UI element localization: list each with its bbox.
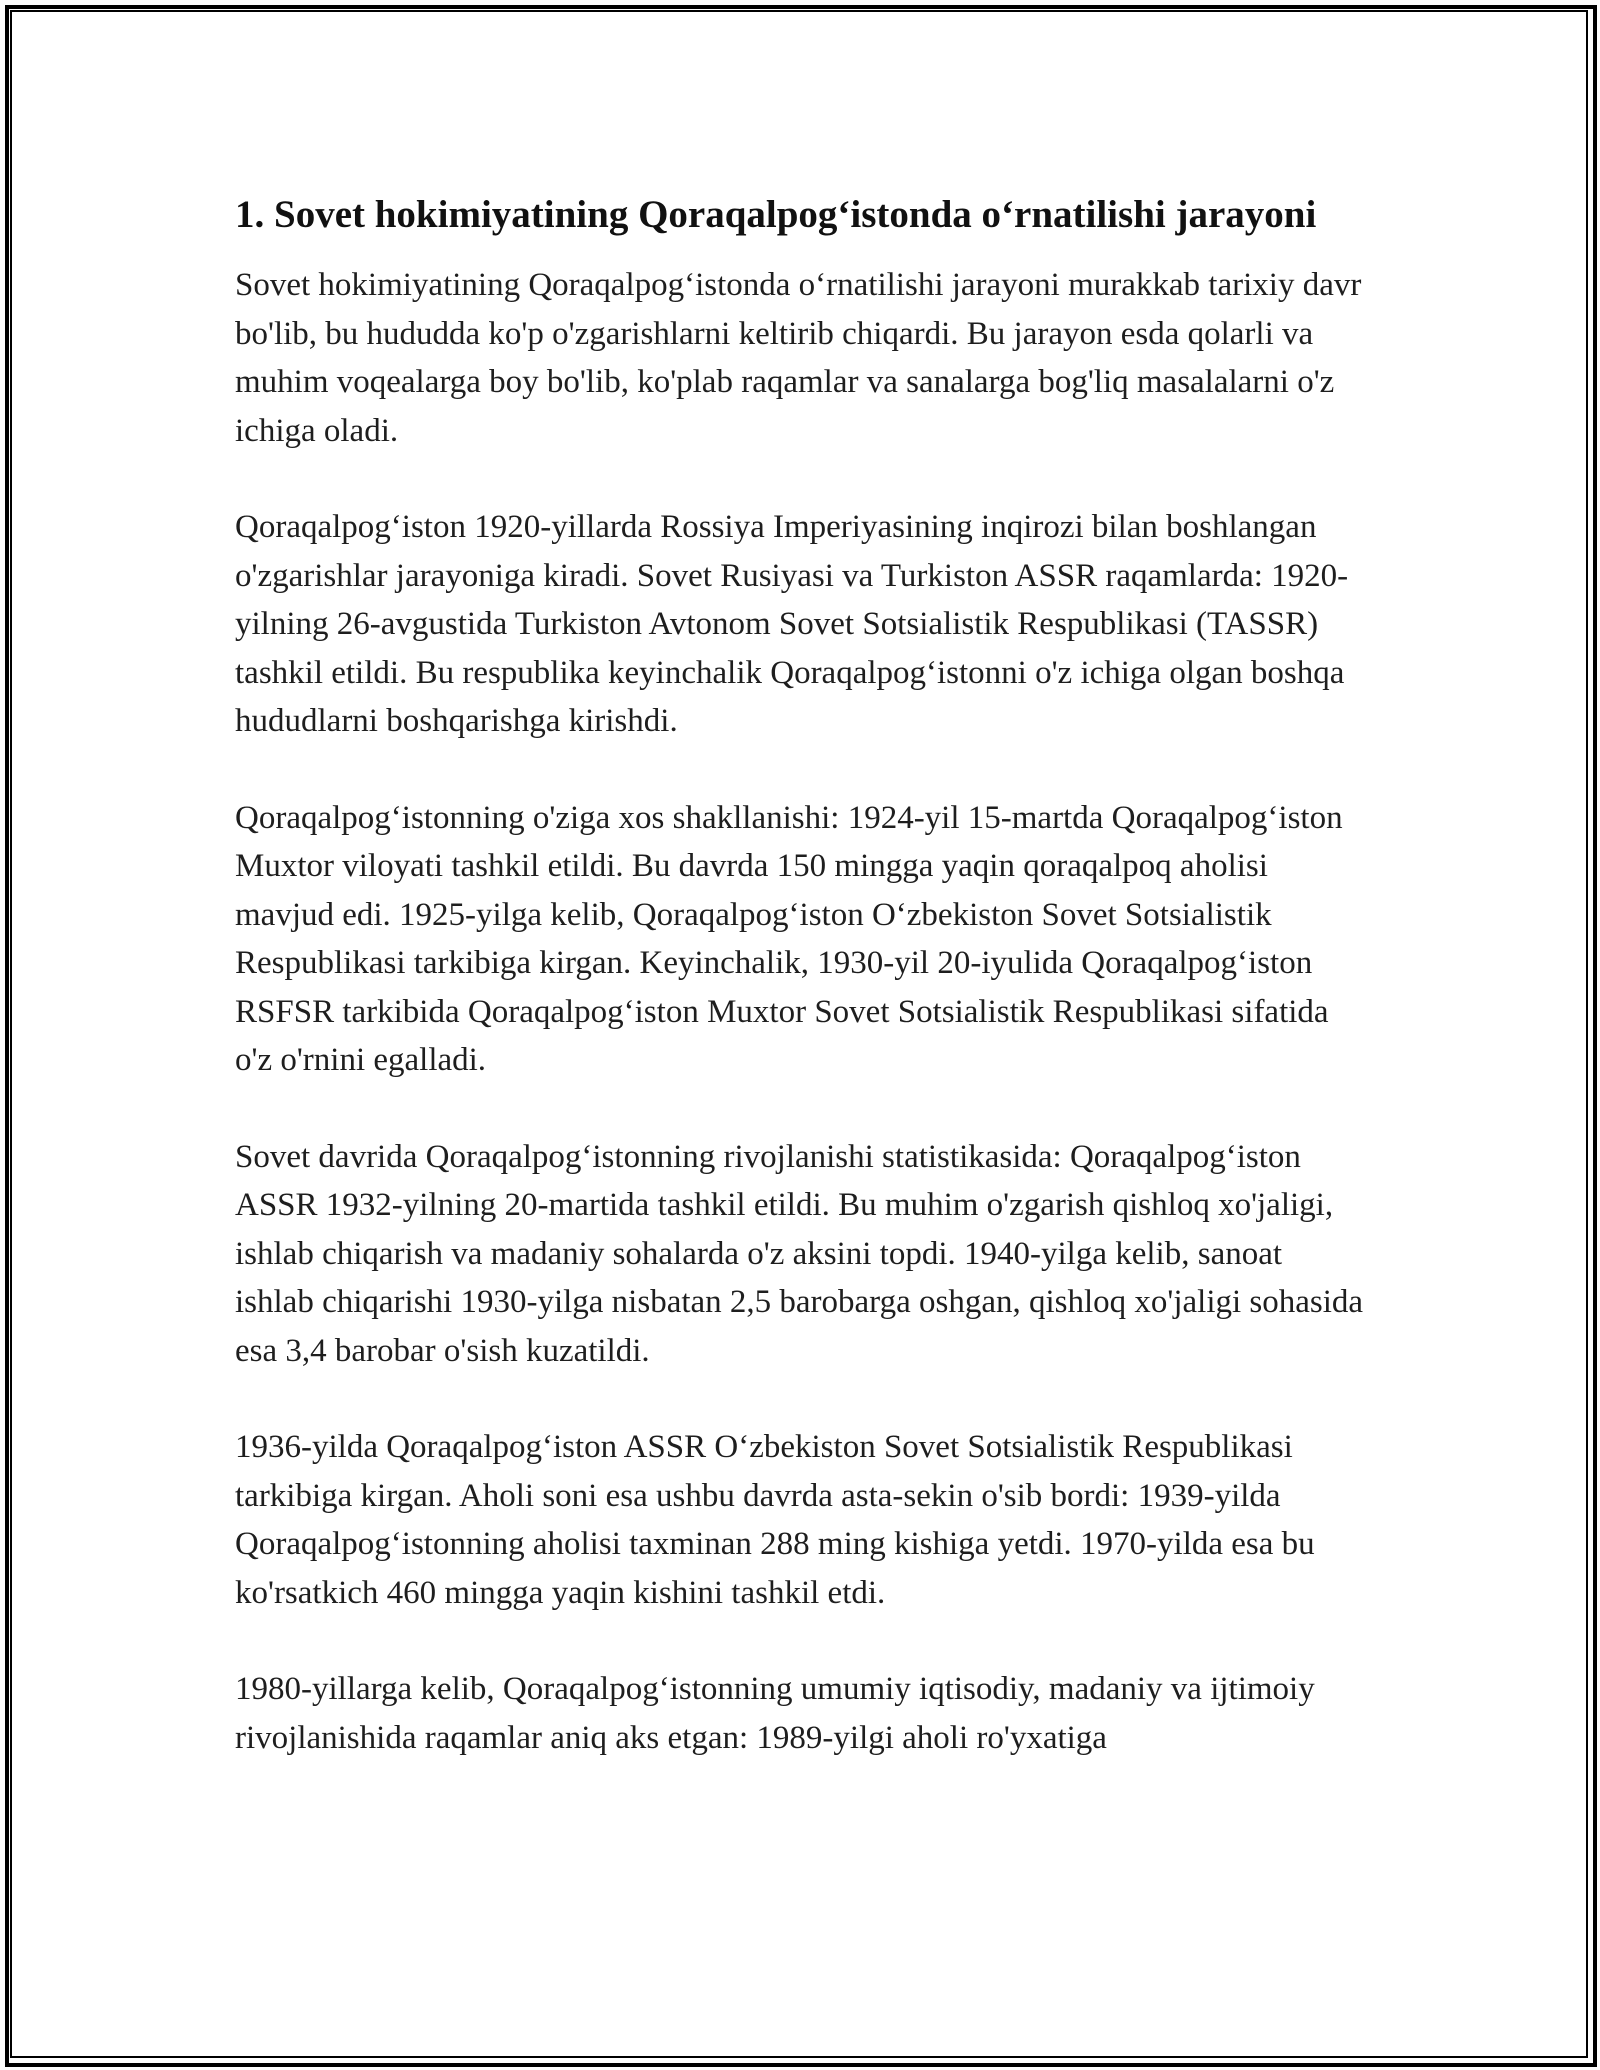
paragraph-1936: 1936-yilda Qoraqalpog‘iston ASSR O‘zbekiston Sovet Sotsialistik Respublikasi tarkibiga kirgan. Aholi soni esa ushbu davrda asta-sekin o'sib bordi: 1939-yilda Qoraqalpog‘istonning aholisi taxminan 288 ming kishiga yetdi. 1970-yilda esa bu ko'rsatkich 460 mingga yaqin kishini tashkil etdi. (235, 1429, 1315, 1611)
paragraph-1920s: Qoraqalpog‘iston 1920-yillarda Rossiya Imperiyasining inqirozi bilan boshlangan o'zgarishlar jarayoniga kiradi. Sovet Rusiyasi va Turkiston ASSR raqamlarda: 1920-yilning 26-avgustida Turkiston Avtonom Sovet Sotsialistik Respublikasi (TASSR) tashkil etildi. Bu respublika keyinchalik Qoraqalpog‘istonni o'z ichiga olgan boshqa hududlarni boshqarishga kirishdi. (235, 509, 1349, 739)
paragraph-statistics: Sovet davrida Qoraqalpog‘istonning rivojlanishi statistikasida: Qoraqalpog‘iston ASSR 1932-yilning 20-martida tashkil etildi. Bu muhim o'zgarish qishloq xo'jaligi, ishlab chiqarish va madaniy sohalarda o'z aksini topdi. 1940-yilga kelib, sanoat ishlab chiqarishi 1930-yilga nisbatan 2,5 barobarga oshgan, qishloq xo'jaligi sohasida esa 3,4 barobar o'sish kuzatildi. (235, 1138, 1364, 1369)
section-title: 1. Sovet hokimiyatining Qoraqalpog‘istonda o‘rnatilishi jarayoni (235, 193, 1317, 236)
paragraph-1980s: 1980-yillarga kelib, Qoraqalpog‘istonning umumiy iqtisodiy, madaniy va ijtimoiy rivojlanishida raqamlar aniq aks etgan: 1989-yilgi aholi ro'yxatiga (235, 1671, 1315, 1756)
paragraph-1924: Qoraqalpog‘istonning o'ziga xos shakllanishi: 1924-yil 15-martda Qoraqalpog‘iston Muxtor viloyati tashkil etildi. Bu davrda 150 mingga yaqin qoraqalpoq aholisi mavjud edi. 1925-yilga kelib, Qoraqalpog‘iston O‘zbekiston Sovet Sotsialistik Respublikasi tarkibiga kirgan. Keyinchalik, 1930-yil 20-iyulida Qoraqalpog‘iston RSFSR tarkibida Qoraqalpog‘iston Muxtor Sovet Sotsialistik Respublikasi sifatida o'z o'rnini egalladi. (235, 799, 1343, 1078)
paragraph-intro: Sovet hokimiyatining Qoraqalpog‘istonda o‘rnatilishi jarayoni murakkab tarixiy davr bo'lib, bu hududda ko'p o'zgarishlarni keltirib chiqardi. Bu jarayon esda qolarli va muhim voqealarga boy bo'lib, ko'plab raqamlar va sanalarga bog'liq masalalarni o'z ichiga oladi. (235, 267, 1362, 449)
document-body (235, 188, 1365, 1810)
